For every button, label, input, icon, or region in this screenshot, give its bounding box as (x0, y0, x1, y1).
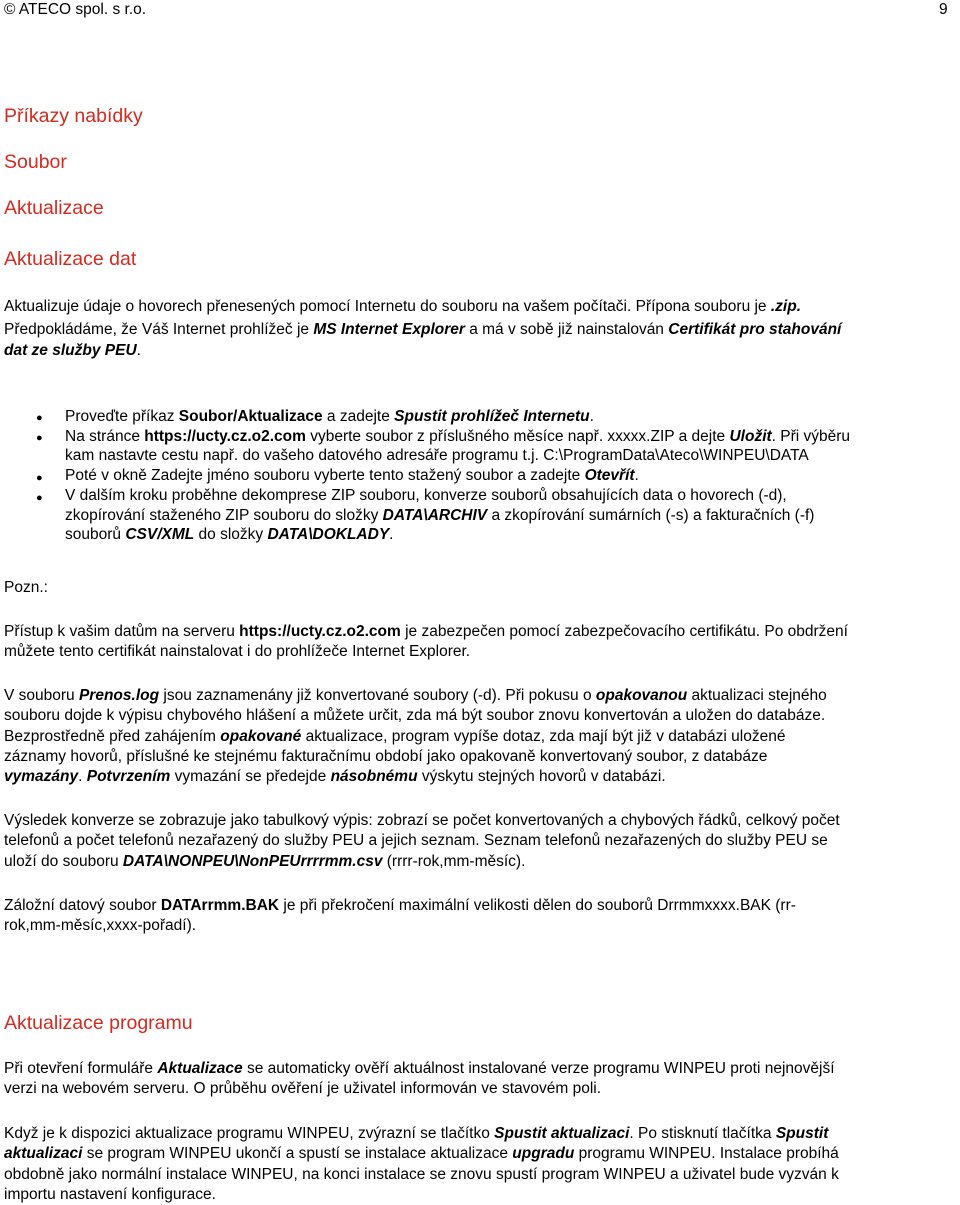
heading-aktualizace: Aktualizace (4, 197, 104, 219)
paragraph-dostupna-aktualizace: Když je k dispozici aktualizace programu WINPEU, zvýrazní se tlačítko Spustit aktualizaci. Po stisknutí tlačítka Spustit aktualizaci se program WINPEU ukončí a spustí se instalace aktualizace upgradu programu WINPEU. Instalace probíhá obdobně jako normální instalace WINPEU, na konci instalace se znovu spustí program WINPEU a uživatel bude vyzván k importu nastavení konfigurace. (4, 1125, 839, 1203)
page-number: 9 (939, 1, 948, 18)
header-company: © ATECO spol. s r.o. (4, 1, 147, 18)
list-item: Na stránce https://ucty.cz.o2.com vyberte soubor z příslušného měsíce např. xxxxx.ZIP a dejte Uložit. Při výběru (65, 427, 851, 445)
paragraph-pristup: Přístup k vašim datům na serveru https://ucty.cz.o2.com je zabezpečen pomocí zabezpečovacího certifikátu. Po obdržení můžete tento certifikát nainstalovat i do prohlížeče Internet Explorer. (4, 623, 848, 661)
bullet-icon: ● (36, 492, 43, 504)
paragraph-zalozni-soubor: Záložní datový soubor DATArrmm.BAK je při překročení maximální velikosti dělen do souborů Drrmmxxxx.BAK (rr- rok,mm-měsíc,xxxx-pořadí). (4, 897, 796, 935)
heading-aktualizace-programu: Aktualizace programu (4, 1012, 193, 1034)
paragraph-prenos-log: V souboru Prenos.log jsou zaznamenány již konvertované soubory (-d). Při pokusu o opakovanou aktualizaci stejného souboru dojde k výpisu chybového hlášení a můžete určit, zda má být soubor znovu konvertován a uložen do databáze. Bezprostředně před zahájením opakované aktualizace, program vypíše dotaz, zda mají být již v databázi uložené záznamy hovorů, příslušné ke stejnému fakturačnímu období jako opakovaně konvertovaný soubor, z databáze vymazány. Potvrzením vymazání se předejde násobnému výskytu stejných hovorů v databázi. (4, 687, 827, 786)
bullet-icon: ● (36, 432, 43, 444)
list-item: Poté v okně Zadejte jméno souboru vyberte tento stažený soubor a zadejte Otevřít. (65, 467, 639, 485)
heading-soubor: Soubor (4, 151, 67, 173)
paragraph-otevreni-formulare: Při otevření formuláře Aktualizace se automaticky ověří aktuálnost instalované verze programu WINPEU proti nejnovější verzi na webovém serveru. O průběhu ověření je uživatel informován ve stavovém poli. (4, 1060, 835, 1098)
note-label: Pozn.: (4, 579, 48, 596)
heading-prikazy-nabidky: Příkazy nabídky (4, 105, 143, 127)
bullet-list: Proveďte příkaz Soubor/Aktualizace a zadejte Spustit prohlížeč Internetu. Na stránce https://ucty.cz.o2.com vyberte soubor z příslušného měsíce např. xxxxx.ZIP a dejte Uložit. Při výběru kam nastavte cestu např. do vašeho datového adresáře programu t.j. C:\ProgramData\Ateco\WINPEU\DATA Poté v okně Zadejte jméno souboru vyberte tento stažený soubor a zadejte Otevřít. V dalším kroku proběhne dekomprese ZIP souboru, konverze souborů obsahujících data o hovorech (-d), zkopírování staženého ZIP souboru do složky DATA\ARCHIV a zkopírování sumárních (-s) a fakturačních (-f) souborů CSV/XML do složky DATA\DOKLADY. (65, 407, 955, 545)
bullet-icon: ● (36, 472, 43, 484)
paragraph-vysledek-konverze: Výsledek konverze se zobrazuje jako tabulkový výpis: zobrazí se počet konvertovaných a chybových řádků, celkový počet telefonů a počet telefonů nezařazený do služby PEU a jejich seznam. Seznam telefonů nezařazených do služby PEU se uloží do souboru DATA\NONPEU\NonPEUrrrrmm.csv (rrrr-rok,mm-měsíc). (4, 812, 840, 870)
bullet-icon: ● (36, 412, 43, 424)
list-item: V dalším kroku proběhne dekomprese ZIP souboru, konverze souborů obsahujících data o hovorech (-d), (65, 486, 787, 504)
list-item: Proveďte příkaz Soubor/Aktualizace a zadejte Spustit prohlížeč Internetu. (65, 408, 594, 425)
intro-text: Aktualizuje údaje o hovorech přenesených pomocí Internetu do souboru na vašem počítači. Přípona souboru je .zip. Předpokládáme, že Váš Internet prohlížeč je MS Internet Explorer a má v sobě již nainstalován Certifikát pro stahování dat ze služby PEU. (4, 298, 842, 359)
heading-aktualizace-dat: Aktualizace dat (4, 248, 137, 270)
